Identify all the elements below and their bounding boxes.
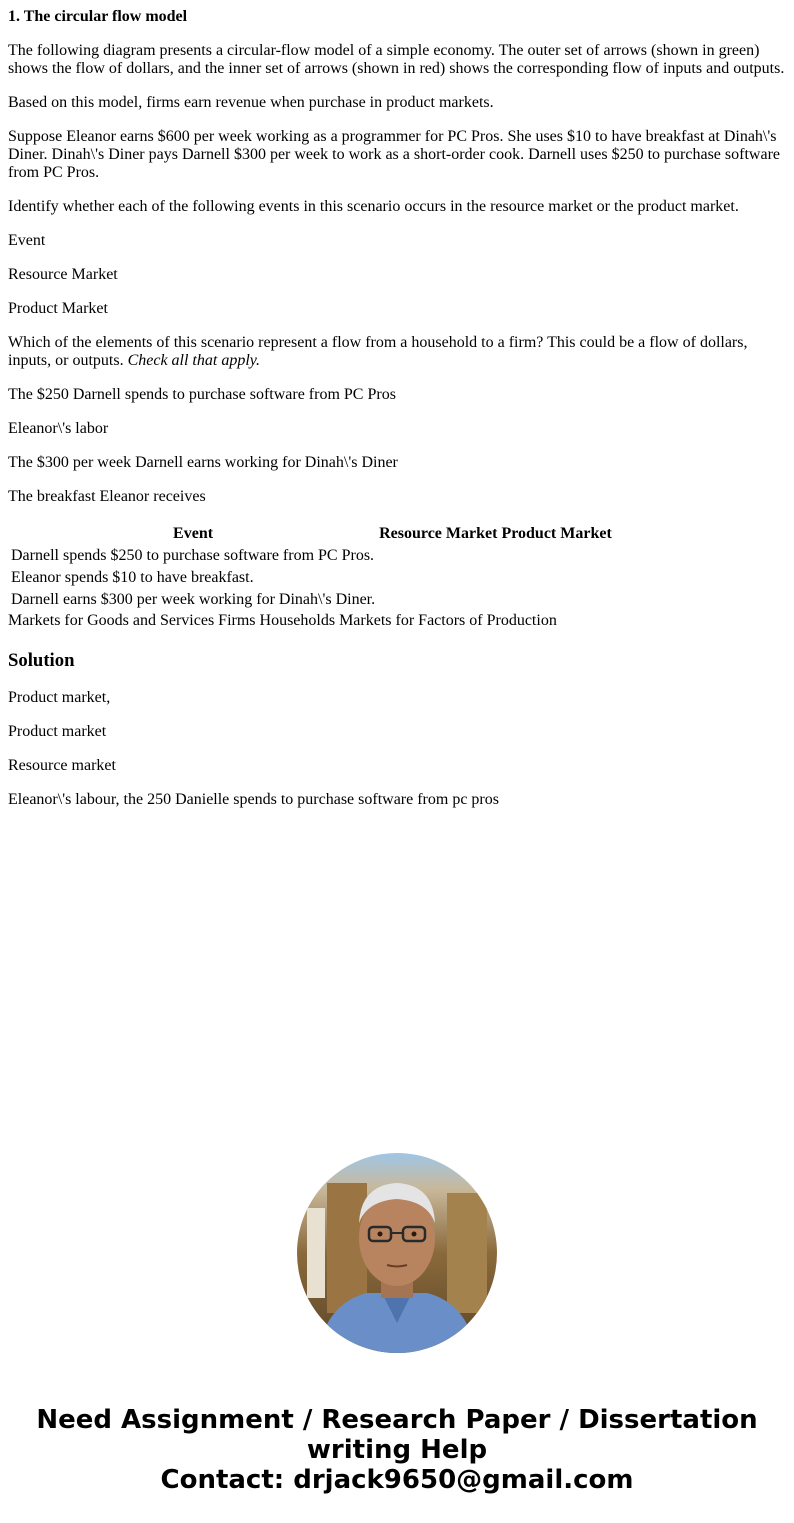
avatar [297, 1153, 497, 1353]
promo-banner [0, 1405, 794, 1495]
resource-market-cell[interactable] [378, 590, 498, 610]
resource-market-cell[interactable] [378, 568, 498, 588]
solution-answer: Eleanor\'s labour, the 250 Danielle spends to purchase software from pc pros [8, 791, 499, 808]
banner-contact: Contact: drjack9650@gmail.com [160, 1465, 634, 1495]
question-title: 1. The circular flow model [8, 8, 188, 25]
event-cell: Eleanor spends $10 to have breakfast. [11, 569, 254, 586]
column-label-product: Product Market [8, 300, 108, 317]
header-event: Event [173, 525, 214, 542]
flow-prompt [8, 334, 786, 370]
option-darnell-software[interactable]: The $250 Darnell spends to purchase software from PC Pros [8, 386, 396, 403]
option-eleanor-labor[interactable]: Eleanor\'s labor [8, 420, 109, 437]
header-product-market: Product Market [501, 525, 612, 542]
label-households: Households [259, 612, 336, 629]
avatar-portrait [297, 1153, 497, 1353]
events-table [8, 522, 615, 612]
option-eleanor-breakfast[interactable]: The breakfast Eleanor receives [8, 488, 206, 505]
option-darnell-earnings[interactable]: The $300 per week Darnell earns working for Dinah\'s Diner [8, 454, 398, 471]
banner-line: Need Assignment / Research Paper / Dissertation [36, 1405, 758, 1435]
intro-paragraph: The following diagram presents a circular-flow model of a simple economy. The outer set of arrows (shown in green) shows the flow of dollars, and the inner set of arrows (shown in red) shows the corresponding flow of inputs and outputs. [8, 42, 785, 77]
table-row [10, 590, 613, 610]
document-body [8, 8, 786, 809]
table-row [10, 568, 613, 588]
table-header-row [10, 524, 613, 544]
column-label-resource: Resource Market [8, 266, 118, 283]
solution-answer: Product market, [8, 689, 111, 706]
diagram-labels [8, 612, 786, 630]
resource-market-cell[interactable] [378, 546, 498, 566]
label-goods-markets: Markets for Goods and Services [8, 612, 215, 629]
scenario-paragraph: Suppose Eleanor earns $600 per week working as a programmer for PC Pros. She uses $10 to have breakfast at Dinah\'s Diner. Dinah\'s Diner pays Darnell $300 per week to work as a short-order cook. Darnell uses $250 to purchase software from PC Pros. [8, 128, 780, 181]
product-market-cell[interactable] [500, 568, 612, 588]
solution-answer: Resource market [8, 757, 116, 774]
flow-prompt-text: Which of the elements of this scenario represent a flow from a household to a firm? This could be a flow of dollars, inputs, or outputs. [8, 334, 748, 369]
table-row [10, 546, 613, 566]
event-cell: Darnell spends $250 to purchase software from PC Pros. [11, 547, 375, 564]
revenue-line: Based on this model, firms earn revenue when purchase in product markets. [8, 94, 494, 111]
solution-heading: Solution [8, 650, 75, 671]
header-resource-market: Resource Market [379, 525, 498, 542]
label-factor-markets: Markets for Factors of Production [339, 612, 557, 629]
product-market-cell[interactable] [500, 546, 612, 566]
column-label-event: Event [8, 232, 46, 249]
flow-prompt-instruction: Check all that apply. [127, 352, 260, 369]
identify-prompt: Identify whether each of the following events in this scenario occurs in the resource market or the product market. [8, 198, 739, 215]
product-market-cell[interactable] [500, 590, 612, 610]
event-cell: Darnell earns $300 per week working for Dinah\'s Diner. [11, 591, 376, 608]
solution-answer: Product market [8, 723, 107, 740]
label-firms: Firms [218, 612, 256, 629]
banner-line: writing Help [306, 1435, 488, 1465]
